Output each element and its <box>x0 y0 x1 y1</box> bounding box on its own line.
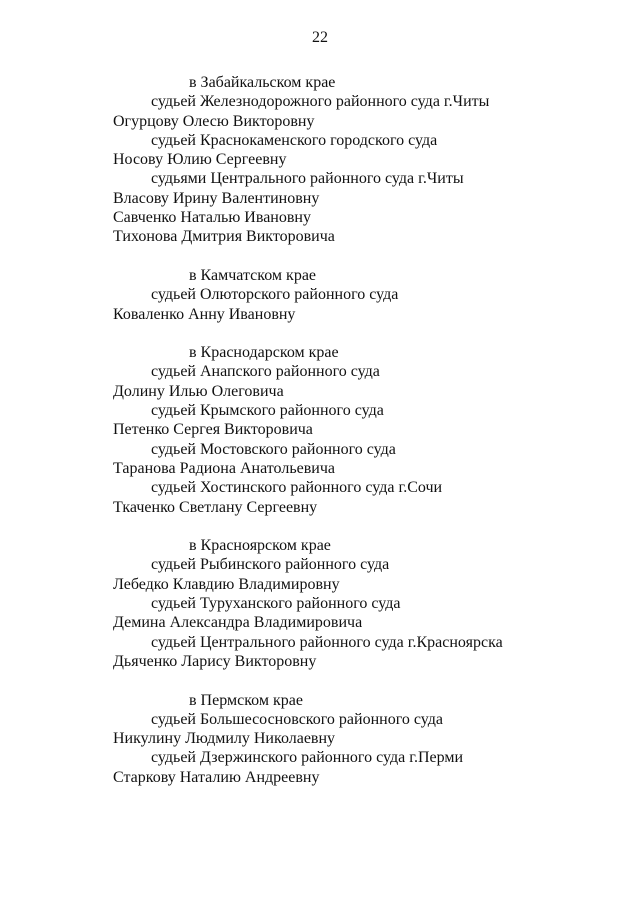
court-title: судьей Крымского районного суда <box>151 402 384 420</box>
court-title: судьей Железнодорожного районного суда г.Читы <box>151 93 490 111</box>
judge-name: Власову Ирину Валентиновну <box>113 189 320 207</box>
judge-name: Коваленко Анну Ивановну <box>113 305 296 323</box>
judge-name: Ткаченко Светлану Сергеевну <box>113 498 318 516</box>
judge-name: Тихонова Дмитрия Викторовича <box>113 228 335 246</box>
judge-name: Лебедко Клавдию Владимировну <box>113 575 340 593</box>
section-spacer <box>113 324 623 343</box>
section-spacer <box>113 517 623 536</box>
judge-name: Старкову Наталию Андреевну <box>113 768 320 786</box>
region-heading: в Красноярском крае <box>189 537 331 555</box>
judge-name: Носову Юлию Сергеевну <box>113 151 287 169</box>
region-section <box>113 536 623 671</box>
judge-name: Никулину Людмилу Николаевну <box>113 730 336 748</box>
region-section <box>113 266 623 324</box>
court-title: судьями Центрального районного суда г.Читы <box>151 170 464 188</box>
judge-name: Огурцову Олесю Викторовну <box>113 112 315 130</box>
judge-name: Долину Илью Олеговича <box>113 382 284 400</box>
document-body <box>113 73 623 787</box>
court-title: судьей Рыбинского районного суда <box>151 556 390 574</box>
judge-name: Дьяченко Ларису Викторовну <box>113 652 317 670</box>
court-title: судьей Анапского районного суда <box>151 363 380 381</box>
region-section <box>113 343 623 517</box>
section-spacer <box>113 671 623 690</box>
region-heading: в Камчатском крае <box>189 266 317 284</box>
court-title: судьей Центрального районного суда г.Красноярска <box>151 633 503 651</box>
judge-name: Савченко Наталью Ивановну <box>113 209 311 227</box>
section-spacer <box>113 247 623 266</box>
region-heading: в Пермском крае <box>189 691 303 709</box>
court-title: судьей Мостовского районного суда <box>151 440 396 458</box>
court-title: судьей Дзержинского районного суда г.Перми <box>151 749 464 767</box>
page-number: 22 <box>312 29 328 46</box>
court-title: судьей Хостинского районного суда г.Сочи <box>151 479 443 497</box>
court-title: судьей Большесосновского районного суда <box>151 710 443 728</box>
court-title: судьей Туруханского районного суда <box>151 595 401 613</box>
region-section <box>113 691 623 787</box>
judge-name: Таранова Радиона Анатольевича <box>113 459 335 477</box>
judge-name: Демина Александра Владимировича <box>113 614 363 632</box>
region-heading: в Краснодарском крае <box>189 344 339 362</box>
court-title: судьей Олюторского районного суда <box>151 286 399 304</box>
court-title: судьей Краснокаменского городского суда <box>151 131 438 149</box>
region-section <box>113 73 623 247</box>
judge-name: Петенко Сергея Викторовича <box>113 421 313 439</box>
region-heading: в Забайкальском крае <box>189 74 336 91</box>
